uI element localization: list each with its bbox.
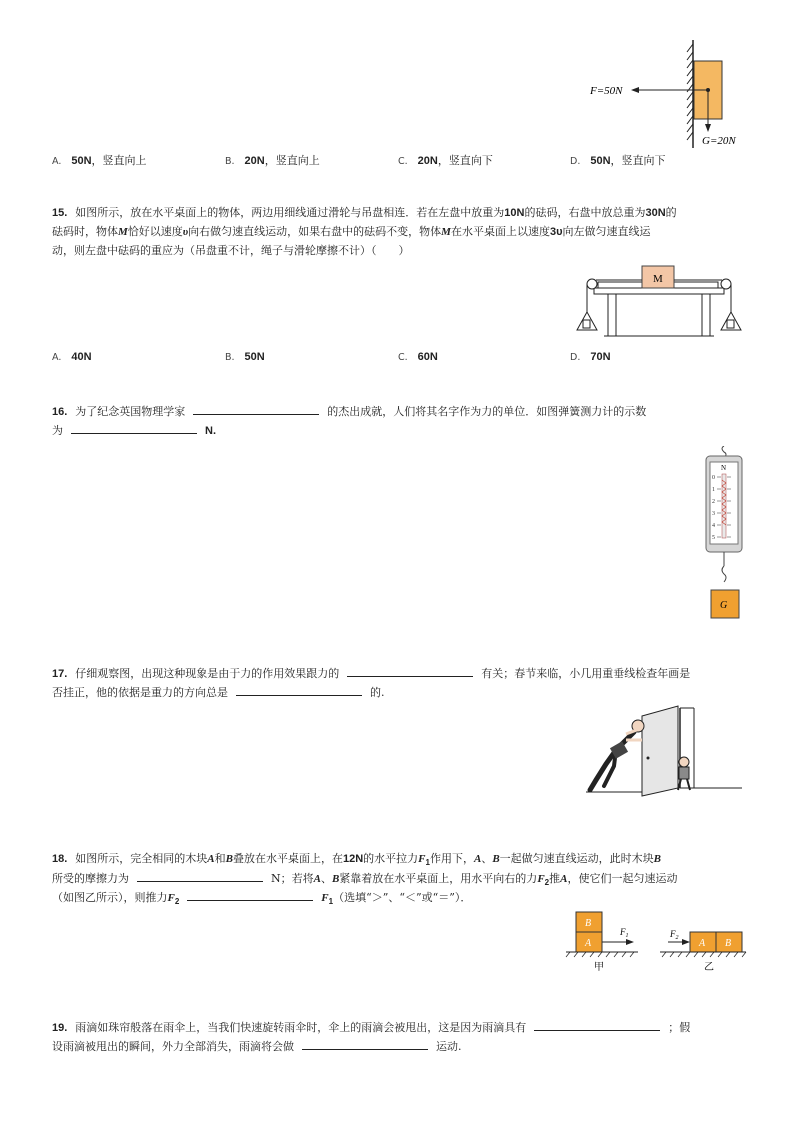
q16-blank-2[interactable] [71, 423, 197, 434]
q15-line-1: 15. 如图所示，放在水平桌面上的物体，两边用细线通过滑轮与吊盘相连．若在左盘中放重为10N的砝码，右盘中放总重为30N的 [52, 206, 677, 219]
q15-option-a[interactable]: A. 40N [52, 351, 92, 363]
scale-mark-2: 2 [712, 499, 715, 505]
fig-caption-yi: 乙 [704, 962, 714, 973]
q15-option-b[interactable]: B. 50N [225, 351, 265, 363]
q16-line-2: 为 N. [52, 424, 216, 437]
q14-figure [585, 38, 750, 150]
scale-mark-0: 0 [712, 475, 715, 481]
q15-line-2: 砝码时，物体M恰好以速度υ向右做匀速直线运动，如果右盘中的砝码不变，物体M在水平桌面上以速度3υ向左做匀速直线运 [52, 225, 651, 238]
fig-jia-block-a: A [585, 938, 592, 949]
q14-option-c[interactable]: C. 20N，竖直向下 [398, 154, 493, 167]
fig-jia-block-b: B [585, 918, 592, 929]
q18-figure [560, 908, 750, 974]
q17-line-2: 否挂正，他的依据是重力的方向总是 的. [52, 686, 385, 699]
q16-spring-scale [700, 446, 748, 622]
fig-f1-label: $F_1$ [620, 927, 629, 939]
block-m-label: M [653, 273, 663, 285]
q15-line-3: 动，则左盘中砝码的重应为（吊盘重不计，绳子与滑轮摩擦不计）（ ） [52, 244, 410, 257]
q15-figure [570, 262, 750, 340]
q18-line-3: （如图乙所示），则推力$F_2$ $F_1$（选填“＞”、“＜”或“＝”）． [52, 891, 472, 907]
q16-number: 16. [52, 406, 68, 418]
q15-number: 15. [52, 207, 68, 219]
q17-figure [586, 700, 746, 804]
q18-blank-1[interactable] [137, 871, 263, 882]
scale-mark-5: 5 [712, 535, 715, 541]
q17-number: 17. [52, 668, 68, 680]
q17-line-1: 17. 仔细观察图，出现这种现象是由于力的作用效果跟力的 有关；春节来临，小几用重垂线检查年画是 [52, 667, 691, 680]
q15-option-d[interactable]: D. 70N [570, 351, 611, 363]
q14-option-b[interactable]: B. 20N，竖直向上 [225, 154, 320, 167]
q16-blank-1[interactable] [193, 404, 319, 415]
q16-line-1: 16. 为了纪念英国物理学家 的杰出成就，人们将其名字作为力的单位．如图弹簧测力计的示数 [52, 405, 647, 418]
q17-blank-1[interactable] [347, 666, 473, 677]
q18-line-2: 所受的摩擦力为 N；若将A、B紧靠着放在水平桌面上，用水平向右的力$F_2$推A，使它们一起匀速运动 [52, 872, 678, 888]
fig-f2-label: $F_2$ [670, 929, 679, 941]
q14-option-a[interactable]: A. 50N，竖直向上 [52, 154, 147, 167]
force-label: F=50N [590, 85, 623, 97]
scale-unit: N [721, 464, 727, 472]
weight-label: G [720, 600, 728, 611]
fig-yi-block-b: B [725, 938, 732, 949]
q14-option-d[interactable]: D. 50N，竖直向下 [570, 154, 666, 167]
scale-mark-4: 4 [712, 523, 715, 529]
scale-mark-1: 1 [712, 487, 715, 493]
q15-option-c[interactable]: C. 60N [398, 351, 438, 363]
fig-caption-jia: 甲 [594, 962, 604, 973]
q19-line-2: 设雨滴被甩出的瞬间，外力全部消失，雨滴将会做 运动. [52, 1040, 462, 1053]
q17-blank-2[interactable] [236, 685, 362, 696]
q19-line-1: 19. 雨滴如珠帘般落在雨伞上，当我们快速旋转雨伞时，伞上的雨滴会被甩出，这是因为雨滴具有 ；假 [52, 1021, 691, 1034]
scale-mark-3: 3 [712, 511, 715, 517]
gravity-label: G=20N [702, 135, 736, 147]
q19-blank-1[interactable] [534, 1020, 660, 1031]
q19-number: 19. [52, 1022, 68, 1034]
q18-number: 18. [52, 853, 68, 865]
q19-blank-2[interactable] [302, 1039, 428, 1050]
q18-line-1: 18. 如图所示，完全相同的木块A和B叠放在水平桌面上，在12N的水平拉力$F_1$作用下，A、B一起做匀速直线运动，此时木块B [52, 852, 661, 868]
fig-yi-block-a: A [699, 938, 706, 949]
q18-blank-2[interactable] [187, 890, 313, 901]
